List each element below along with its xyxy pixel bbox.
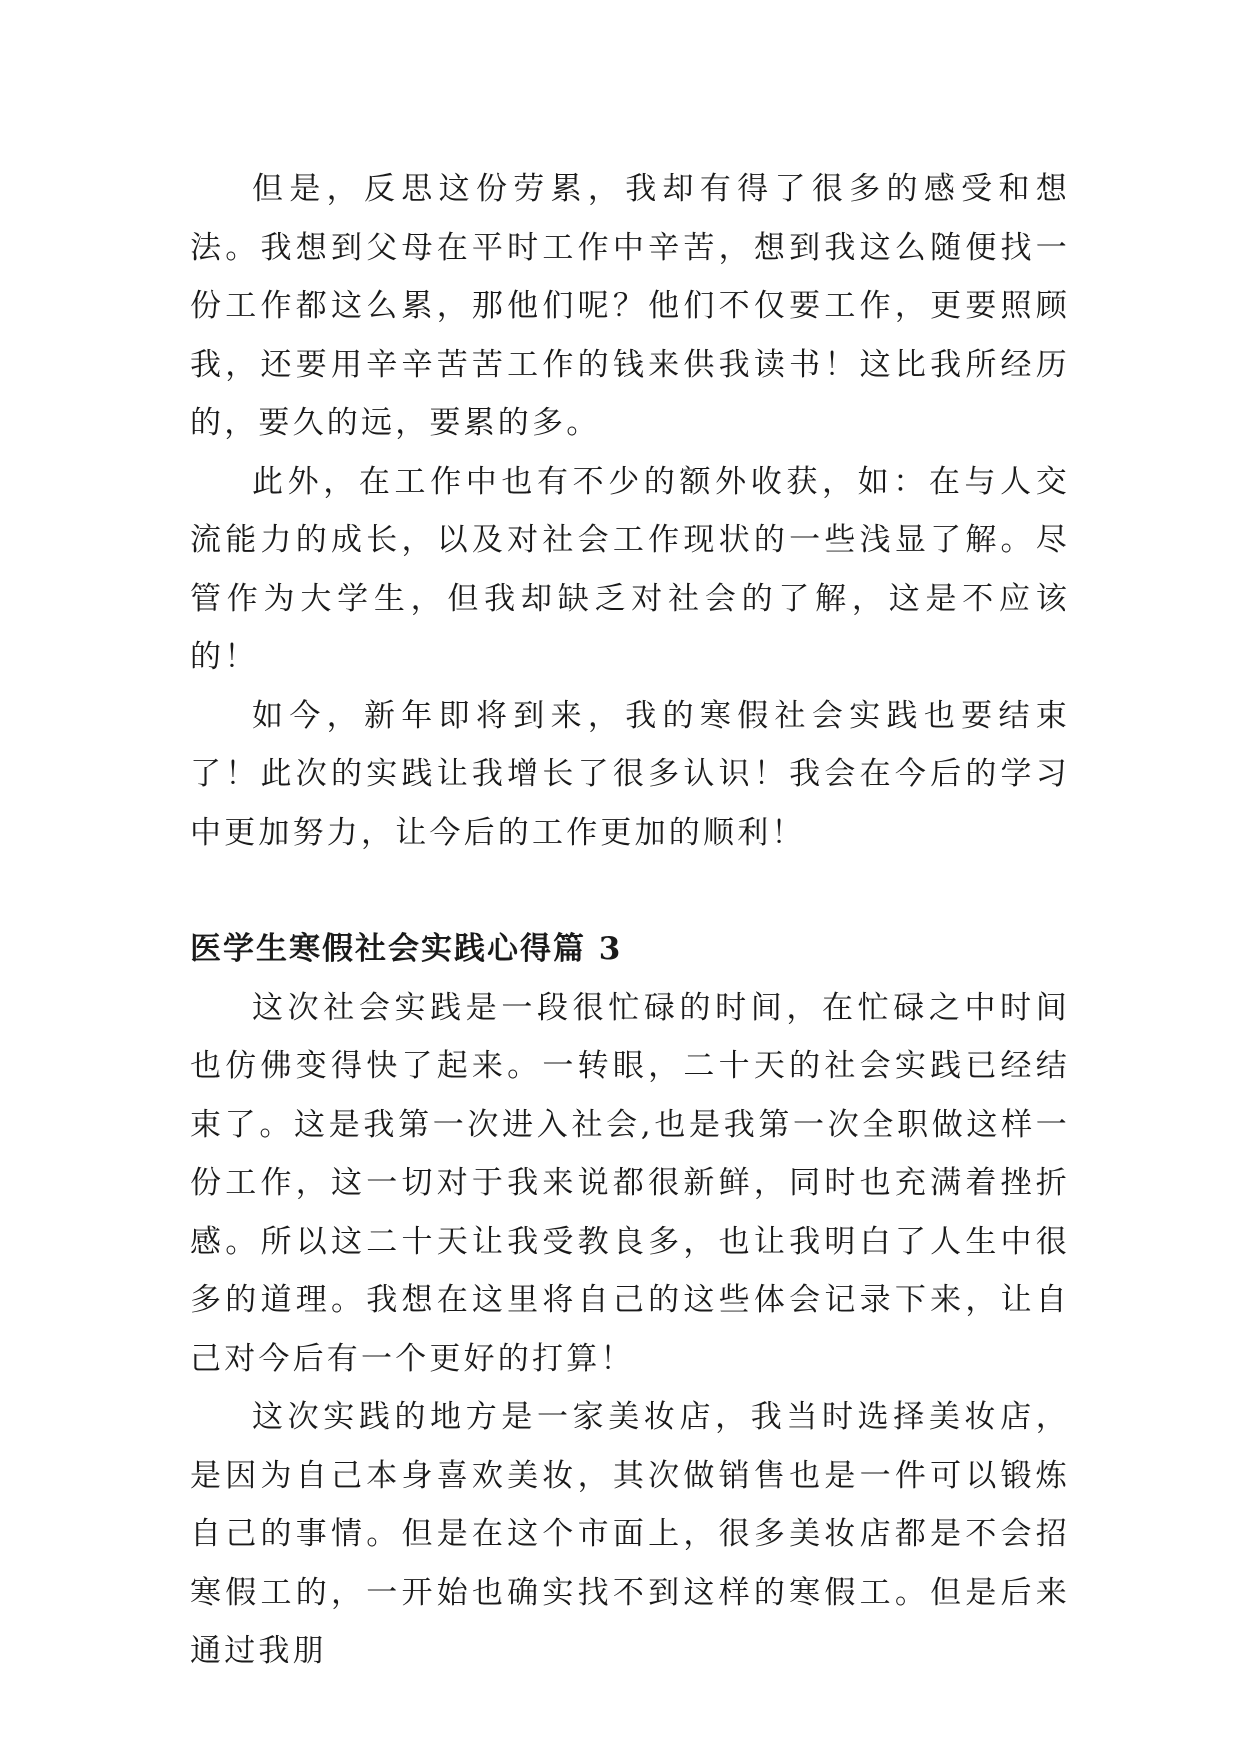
section-heading: 医学生寒假社会实践心得篇 3 bbox=[190, 931, 623, 967]
paragraph-intro: 这次社会实践是一段很忙碌的时间，在忙碌之中时间也仿佛变得快了起来。一转眼，二十天的社会实践已经结束了。这是我第一次进入社会,也是我第一次全职做这样一份工作，这一切对于我来说都很新鲜，同时也充满着挫折感。所以这二十天让我受教良多，也让我明白了人生中很多的道理。我想在这里将自己的这些体会记录下来，让自己对今后有一个更好的打算！ bbox=[190, 989, 1070, 1377]
paragraph-workplace: 这次实践的地方是一家美妆店，我当时选择美妆店，是因为自己本身喜欢美妆，其次做销售也是一件可以锻炼自己的事情。但是在这个市面上，很多美妆店都是不会招寒假工的，一开始也确实找不到这样的寒假工。但是后来通过我朋 bbox=[190, 1399, 1070, 1669]
paragraph-extra-gains: 此外，在工作中也有不少的额外收获，如：在与人交流能力的成长，以及对社会工作现状的一些浅显了解。尽管作为大学生，但我却缺乏对社会的了解，这是不应该的！ bbox=[190, 463, 1070, 675]
paragraph-reflection: 但是，反思这份劳累，我却有得了很多的感受和想法。我想到父母在平时工作中辛苦，想到我这么随便找一份工作都这么累，那他们呢？他们不仅要工作，更要照顾我，还要用辛辛苦苦工作的钱来供我读书！这比我所经历的，要久的远，要累的多。 bbox=[190, 171, 1070, 441]
document-body bbox=[190, 160, 1070, 1681]
paragraph-conclusion: 如今，新年即将到来，我的寒假社会实践也要结束了！此次的实践让我增长了很多认识！我会在今后的学习中更加努力，让今后的工作更加的顺利！ bbox=[190, 697, 1070, 851]
